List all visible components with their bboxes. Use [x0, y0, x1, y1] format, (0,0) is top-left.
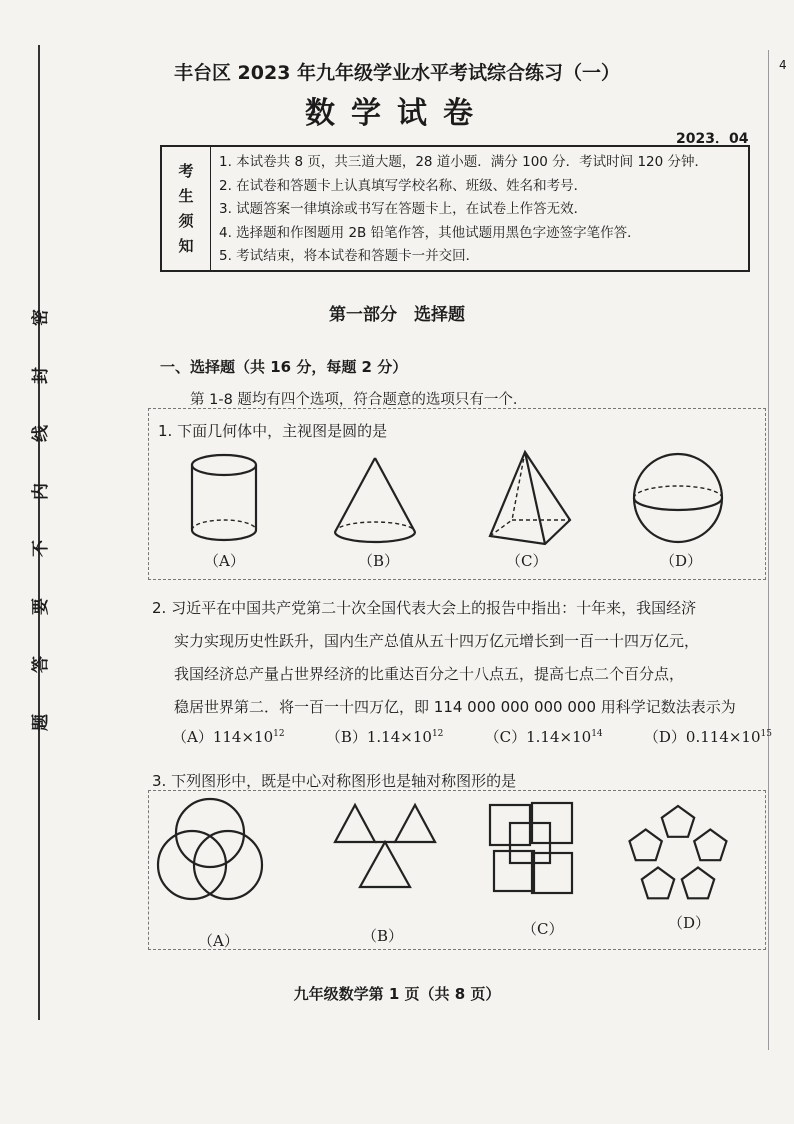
q1-text: 1. 下面几何体中，主视图是圆的是: [158, 422, 388, 440]
seal-char: 封: [30, 366, 51, 384]
exam-date: 2023．04: [676, 131, 749, 147]
q3-option-a-label: （A）: [198, 932, 239, 950]
sphere-figure: [634, 454, 722, 542]
seal-line-text: [18, 305, 58, 735]
q2-option-c: $(C)1.14\times 10^{14}$: [484, 728, 603, 746]
q2-line: 2. 习近平在中国共产党第二十次全国代表大会上的报告中指出：十年来，我国经济: [152, 599, 697, 617]
q1-option-b-label: （B）: [358, 552, 400, 570]
pentagon-shape: [630, 830, 662, 861]
section-subheading: 一、选择题（共 16 分，每题 2 分）: [160, 358, 408, 376]
q2-line: 实力实现历史性跃升，国内生产总值从五十四万亿元增长到一百一十四万亿元，: [174, 632, 700, 650]
notice-label-char: 考: [178, 161, 194, 180]
notice-item: 1. 本试卷共 8 页，共三道大题，28 道小题．满分 100 分．考试时间 120 分钟．: [219, 154, 709, 170]
q2-line: 我国经济总产量占世界经济的比重达百分之十八点五，提高七点二个百分点，: [174, 665, 685, 683]
notice-item: 3. 试题答案一律填涂或书写在答题卡上，在试卷上作答无效．: [219, 201, 588, 217]
three-triangles-figure: [335, 805, 435, 887]
q1-option-c-label: （C）: [506, 552, 548, 570]
notice-label-char: 生: [178, 186, 194, 205]
candidate-notice: [160, 145, 750, 272]
pentagon-shape: [682, 868, 714, 899]
seal-char: 要: [30, 598, 51, 616]
q3-option-d-label: （D）: [668, 914, 711, 932]
q2-option-a: $(A)114\times 10^{12}$: [172, 728, 285, 746]
pentagon-shape: [662, 806, 694, 837]
q3-figures: [150, 795, 766, 925]
four-squares-figure: [490, 803, 572, 893]
pentagon-shape: [642, 868, 674, 899]
seal-char: 密: [30, 309, 51, 326]
q2-option-d: $(D)0.114\times 10^{15}$: [643, 728, 772, 746]
three-circles-figure: [158, 799, 262, 899]
seal-char: 不: [30, 540, 51, 558]
seal-char: 答: [30, 656, 51, 674]
q3-text: 3. 下列图形中，既是中心对称图形也是轴对称图形的是: [152, 772, 517, 790]
square-pyramid-figure: [490, 452, 570, 544]
q2-option-b: $(B)1.14\times 10^{12}$: [325, 728, 444, 746]
q2-text: [152, 592, 772, 724]
q1-option-a-label: （A）: [204, 552, 245, 570]
part-heading: 第一部分 选择题: [329, 305, 465, 325]
notice-label-char: 须: [178, 211, 194, 230]
cone-figure: [335, 458, 415, 542]
seal-char: 内: [30, 482, 51, 500]
q2-line: 稳居世界第二．将一百一十四万亿，即 114 000 000 000 000 用科学记数法表示为: [174, 698, 736, 716]
notice-item: 4. 选择题和作图题用 2B 铅笔作答，其他试题用黑色字迹签字笔作答．: [219, 224, 641, 241]
notice-item: 5. 考试结束，将本试卷和答题卡一并交回．: [219, 248, 480, 264]
seal-char: 题: [30, 713, 51, 731]
q3-option-b-label: （B）: [362, 927, 404, 945]
notice-list: [211, 147, 716, 270]
notice-label-char: 知: [178, 236, 194, 255]
exam-title: 数学试卷: [305, 96, 489, 131]
q2-options: [172, 726, 772, 747]
seal-char: 线: [30, 424, 51, 442]
q1-option-d-label: （D）: [660, 552, 703, 570]
section-intro: 第 1-8 题均有四个选项，符合题意的选项只有一个．: [190, 392, 528, 408]
page-mark: 4: [779, 58, 787, 72]
next-page-strip: [768, 50, 794, 1050]
exam-header: 丰台区 2023 年九年级学业水平考试综合练习（一）: [173, 62, 621, 84]
notice-label: [162, 147, 211, 270]
pentagon-shape: [694, 830, 726, 861]
page-footer: 九年级数学第 1 页（共 8 页）: [293, 985, 501, 1003]
five-pentagons-figure: [630, 806, 727, 898]
notice-item: 2. 在试卷和答题卡上认真填写学校名称、班级、姓名和考号．: [219, 177, 588, 194]
cylinder-figure: [192, 455, 256, 540]
q3-option-c-label: （C）: [522, 920, 564, 938]
